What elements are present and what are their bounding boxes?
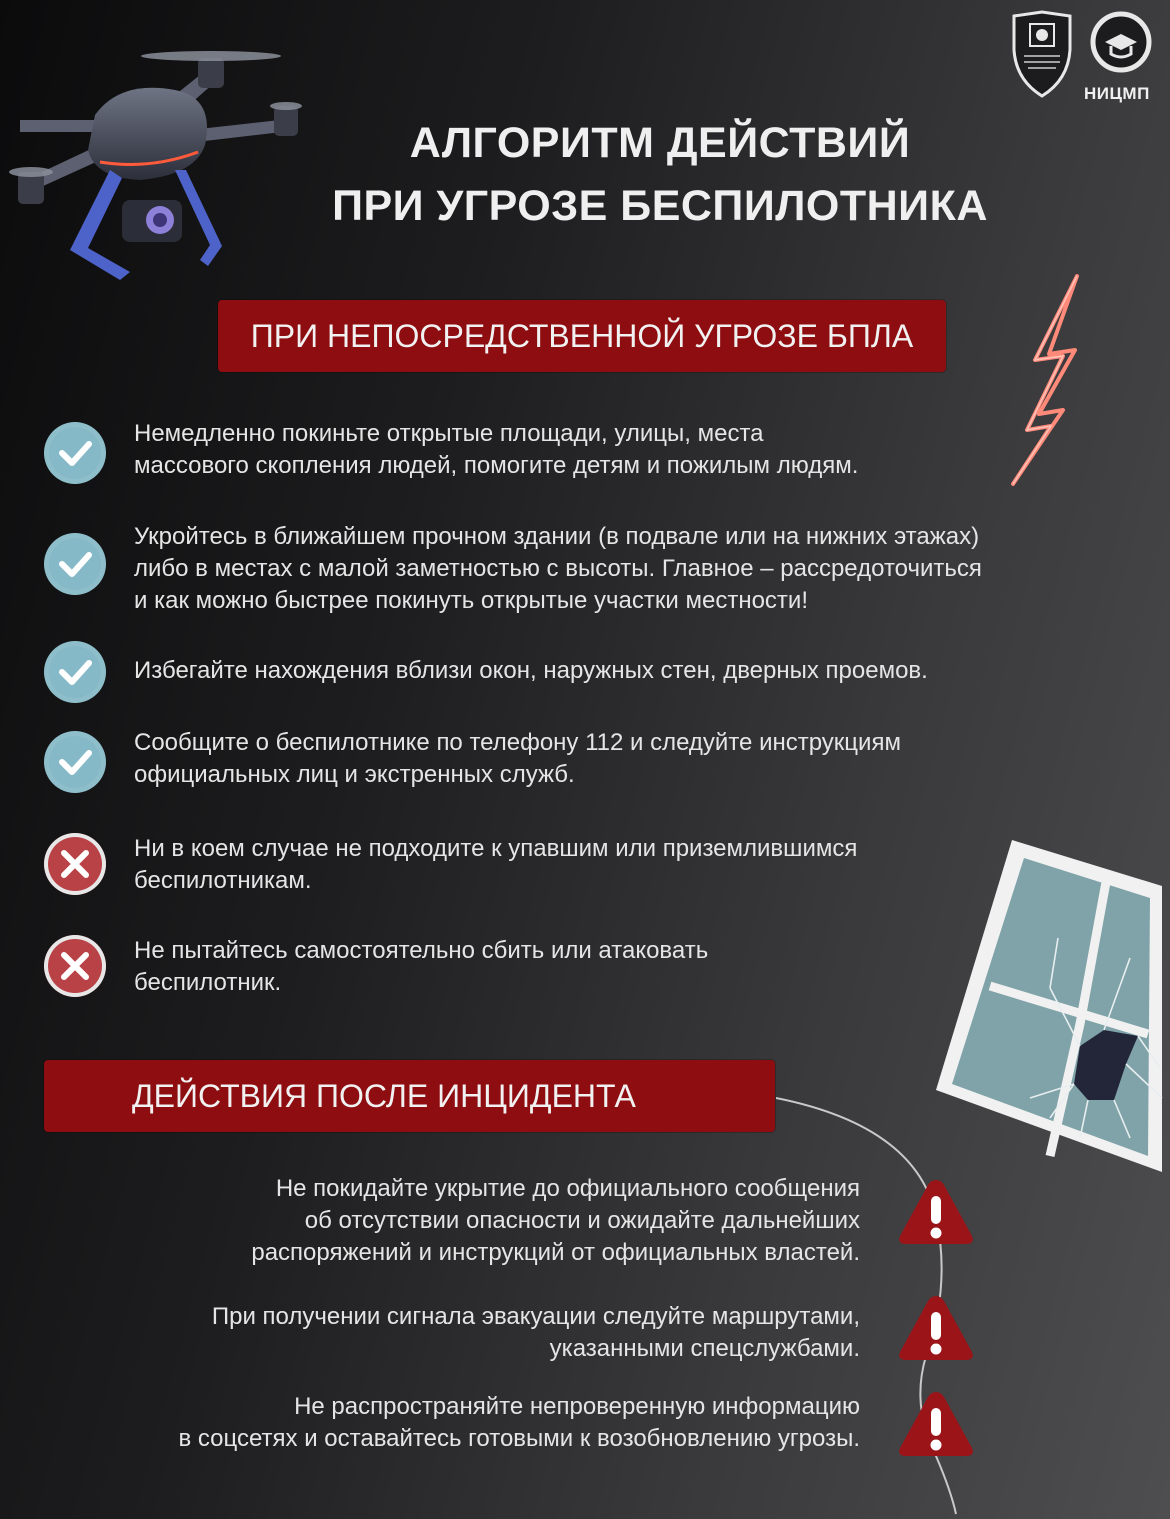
item-text: Сообщите о беспилотнике по телефону 112 и следуйте инструкциям официальных лиц и экстренных служб. [134, 729, 901, 788]
logo-label: НИЦМП [1084, 84, 1150, 103]
item-text: Избегайте нахождения вблизи окон, наружных стен, дверных проемов. [134, 657, 928, 684]
list-item [44, 521, 1134, 621]
cross-icon [44, 935, 106, 997]
list-item [44, 727, 1134, 797]
page-title [300, 112, 1020, 238]
check-icon [44, 641, 106, 703]
warning-icon [896, 1388, 976, 1460]
logos [1002, 10, 1162, 103]
item-text: Немедленно покиньте открытые площади, улицы, места массового скопления людей, помогите детям и пожилым людям. [134, 420, 859, 479]
item-text: Укройтесь в ближайшем прочном здании (в подвале или на нижних этажах) либо в местах с малой заметностью с высоты. Главное – рассредоточиться и как можно быстрее покинуть открытые участки местности! [134, 523, 982, 614]
drone-illustration [0, 20, 320, 285]
section-banner-after-incident: ДЕЙСТВИЯ ПОСЛЕ ИНЦИДЕНТА [44, 1060, 775, 1132]
list-item: Не покидайте укрытие до официального сообщения об отсутствии опасности и ожидайте дальнейших распоряжений и инструкций от официальных властей. [251, 1175, 860, 1266]
list-item [44, 641, 1134, 707]
item-text: Не пытайтесь самостоятельно сбить или атаковать беспилотник. [134, 937, 709, 996]
cross-icon [44, 833, 106, 895]
list-item: Не распространяйте непроверенную информацию в соцсетях и оставайтесь готовыми к возобновлению угрозы. [178, 1393, 860, 1452]
list-item: При получении сигнала эвакуации следуйте маршрутами, указанными спецслужбами. [211, 1303, 860, 1362]
title-line-1: АЛГОРИТМ ДЕЙСТВИЙ [409, 119, 911, 167]
check-icon [44, 422, 106, 484]
list-item [44, 418, 1134, 488]
warning-icon [896, 1292, 976, 1364]
title-line-2: ПРИ УГРОЗЕ БЕСПИЛОТНИКА [332, 182, 988, 230]
item-text: Ни в коем случае не подходите к упавшим или приземлившимся беспилотникам. [134, 835, 858, 894]
check-icon [44, 731, 106, 793]
section-banner-threat: ПРИ НЕПОСРЕДСТВЕННОЙ УГРОЗЕ БПЛА [218, 300, 946, 372]
check-icon [44, 533, 106, 595]
warning-icon [896, 1176, 976, 1248]
